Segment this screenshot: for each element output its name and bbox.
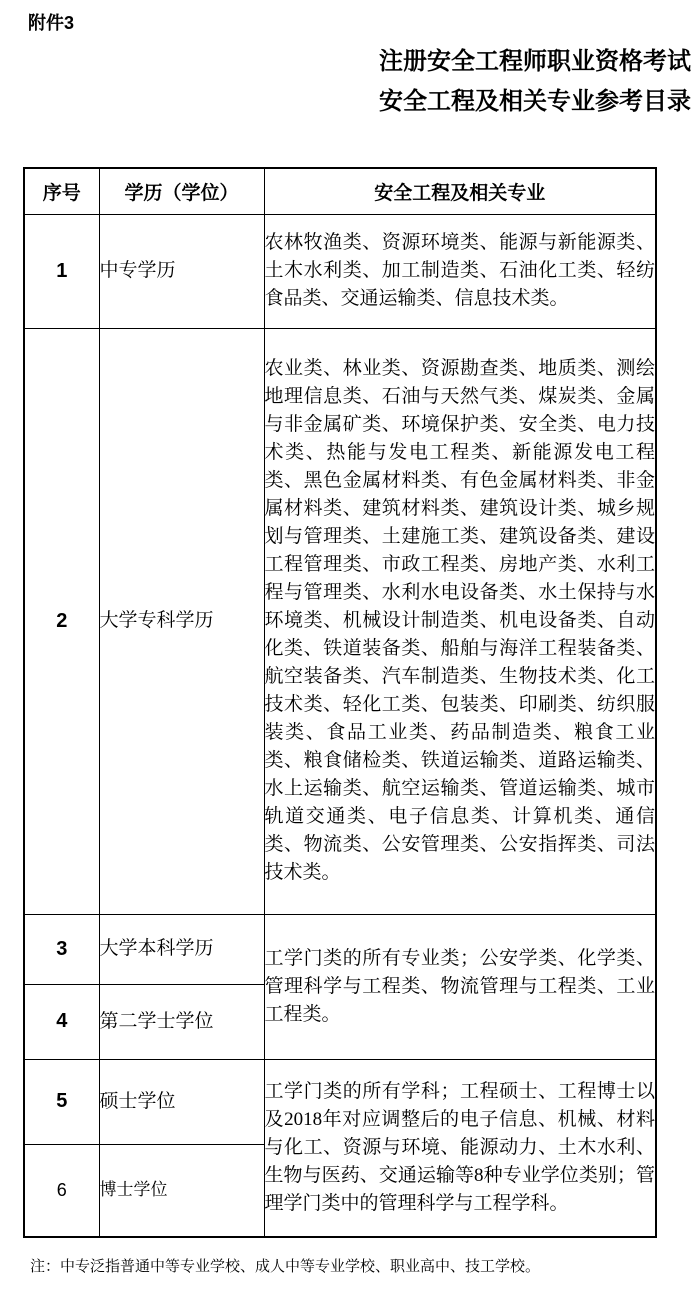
column-header-majors: 安全工程及相关专业 (264, 168, 656, 214)
column-header-education: 学历（学位） (99, 168, 264, 214)
row-number: 4 (24, 984, 99, 1059)
education-level: 中专学历 (99, 214, 264, 328)
attachment-label: 附件3 (28, 13, 75, 33)
row-number: 1 (24, 214, 99, 328)
education-level: 第二学士学位 (99, 984, 264, 1059)
column-header-no: 序号 (24, 168, 99, 214)
majors-list-merged: 工学门类的所有专业类；公安学类、化学类、管理科学与工程类、物流管理与工程类、工业工程类。 (264, 914, 656, 1059)
majors-list-merged: 工学门类的所有学科；工程硕士、工程博士以及2018年对应调整后的电子信息、机械、材料与化工、资源与环境、能源动力、土木水利、生物与医药、交通运输等8种专业学位类别；管理学门类中的管理科学与工程学科。 (264, 1059, 656, 1237)
footnote: 注：中专泛指普通中等专业学校、成人中等专业学校、职业高中、技工学校。 (30, 1258, 541, 1275)
row-number: 2 (24, 328, 99, 914)
education-level: 大学本科学历 (99, 914, 264, 984)
table-header-row (24, 168, 656, 214)
row-number: 3 (24, 914, 99, 984)
document-title (379, 42, 691, 122)
table-row (24, 214, 656, 328)
title-line-1: 注册安全工程师职业资格考试 (379, 48, 691, 75)
education-level: 大学专科学历 (99, 328, 264, 914)
table-row (24, 328, 656, 914)
education-level: 博士学位 (99, 1144, 264, 1237)
majors-list: 农业类、林业类、资源勘查类、地质类、测绘地理信息类、石油与天然气类、煤炭类、金属与非金属矿类、环境保护类、安全类、电力技术类、热能与发电工程类、新能源发电工程类、黑色金属材料类、有色金属材料类、非金属材料类、建筑材料类、建筑设计类、城乡规划与管理类、土建施工类、建筑设备类、建设工程管理类、市政工程类、房地产类、水利工程与管理类、水利水电设备类、水土保持与水环境类、机械设计制造类、机电设备类、自动化类、铁道装备类、船舶与海洋工程装备类、航空装备类、汽车制造类、生物技术类、化工技术类、轻化工类、包装类、印刷类、纺织服装类、食品工业类、药品制造类、粮食工业类、粮食储检类、铁道运输类、道路运输类、水上运输类、航空运输类、管道运输类、城市轨道交通类、电子信息类、计算机类、通信类、物流类、公安管理类、公安指挥类、司法技术类。 (264, 328, 656, 914)
table-row (24, 914, 656, 984)
row-number: 6 (24, 1144, 99, 1237)
table-row (24, 1059, 656, 1144)
majors-reference-table (23, 167, 657, 1238)
majors-list: 农林牧渔类、资源环境类、能源与新能源类、土木水利类、加工制造类、石油化工类、轻纺食品类、交通运输类、信息技术类。 (264, 214, 656, 328)
row-number: 5 (24, 1059, 99, 1144)
education-level: 硕士学位 (99, 1059, 264, 1144)
title-line-2: 安全工程及相关专业参考目录 (379, 88, 691, 115)
